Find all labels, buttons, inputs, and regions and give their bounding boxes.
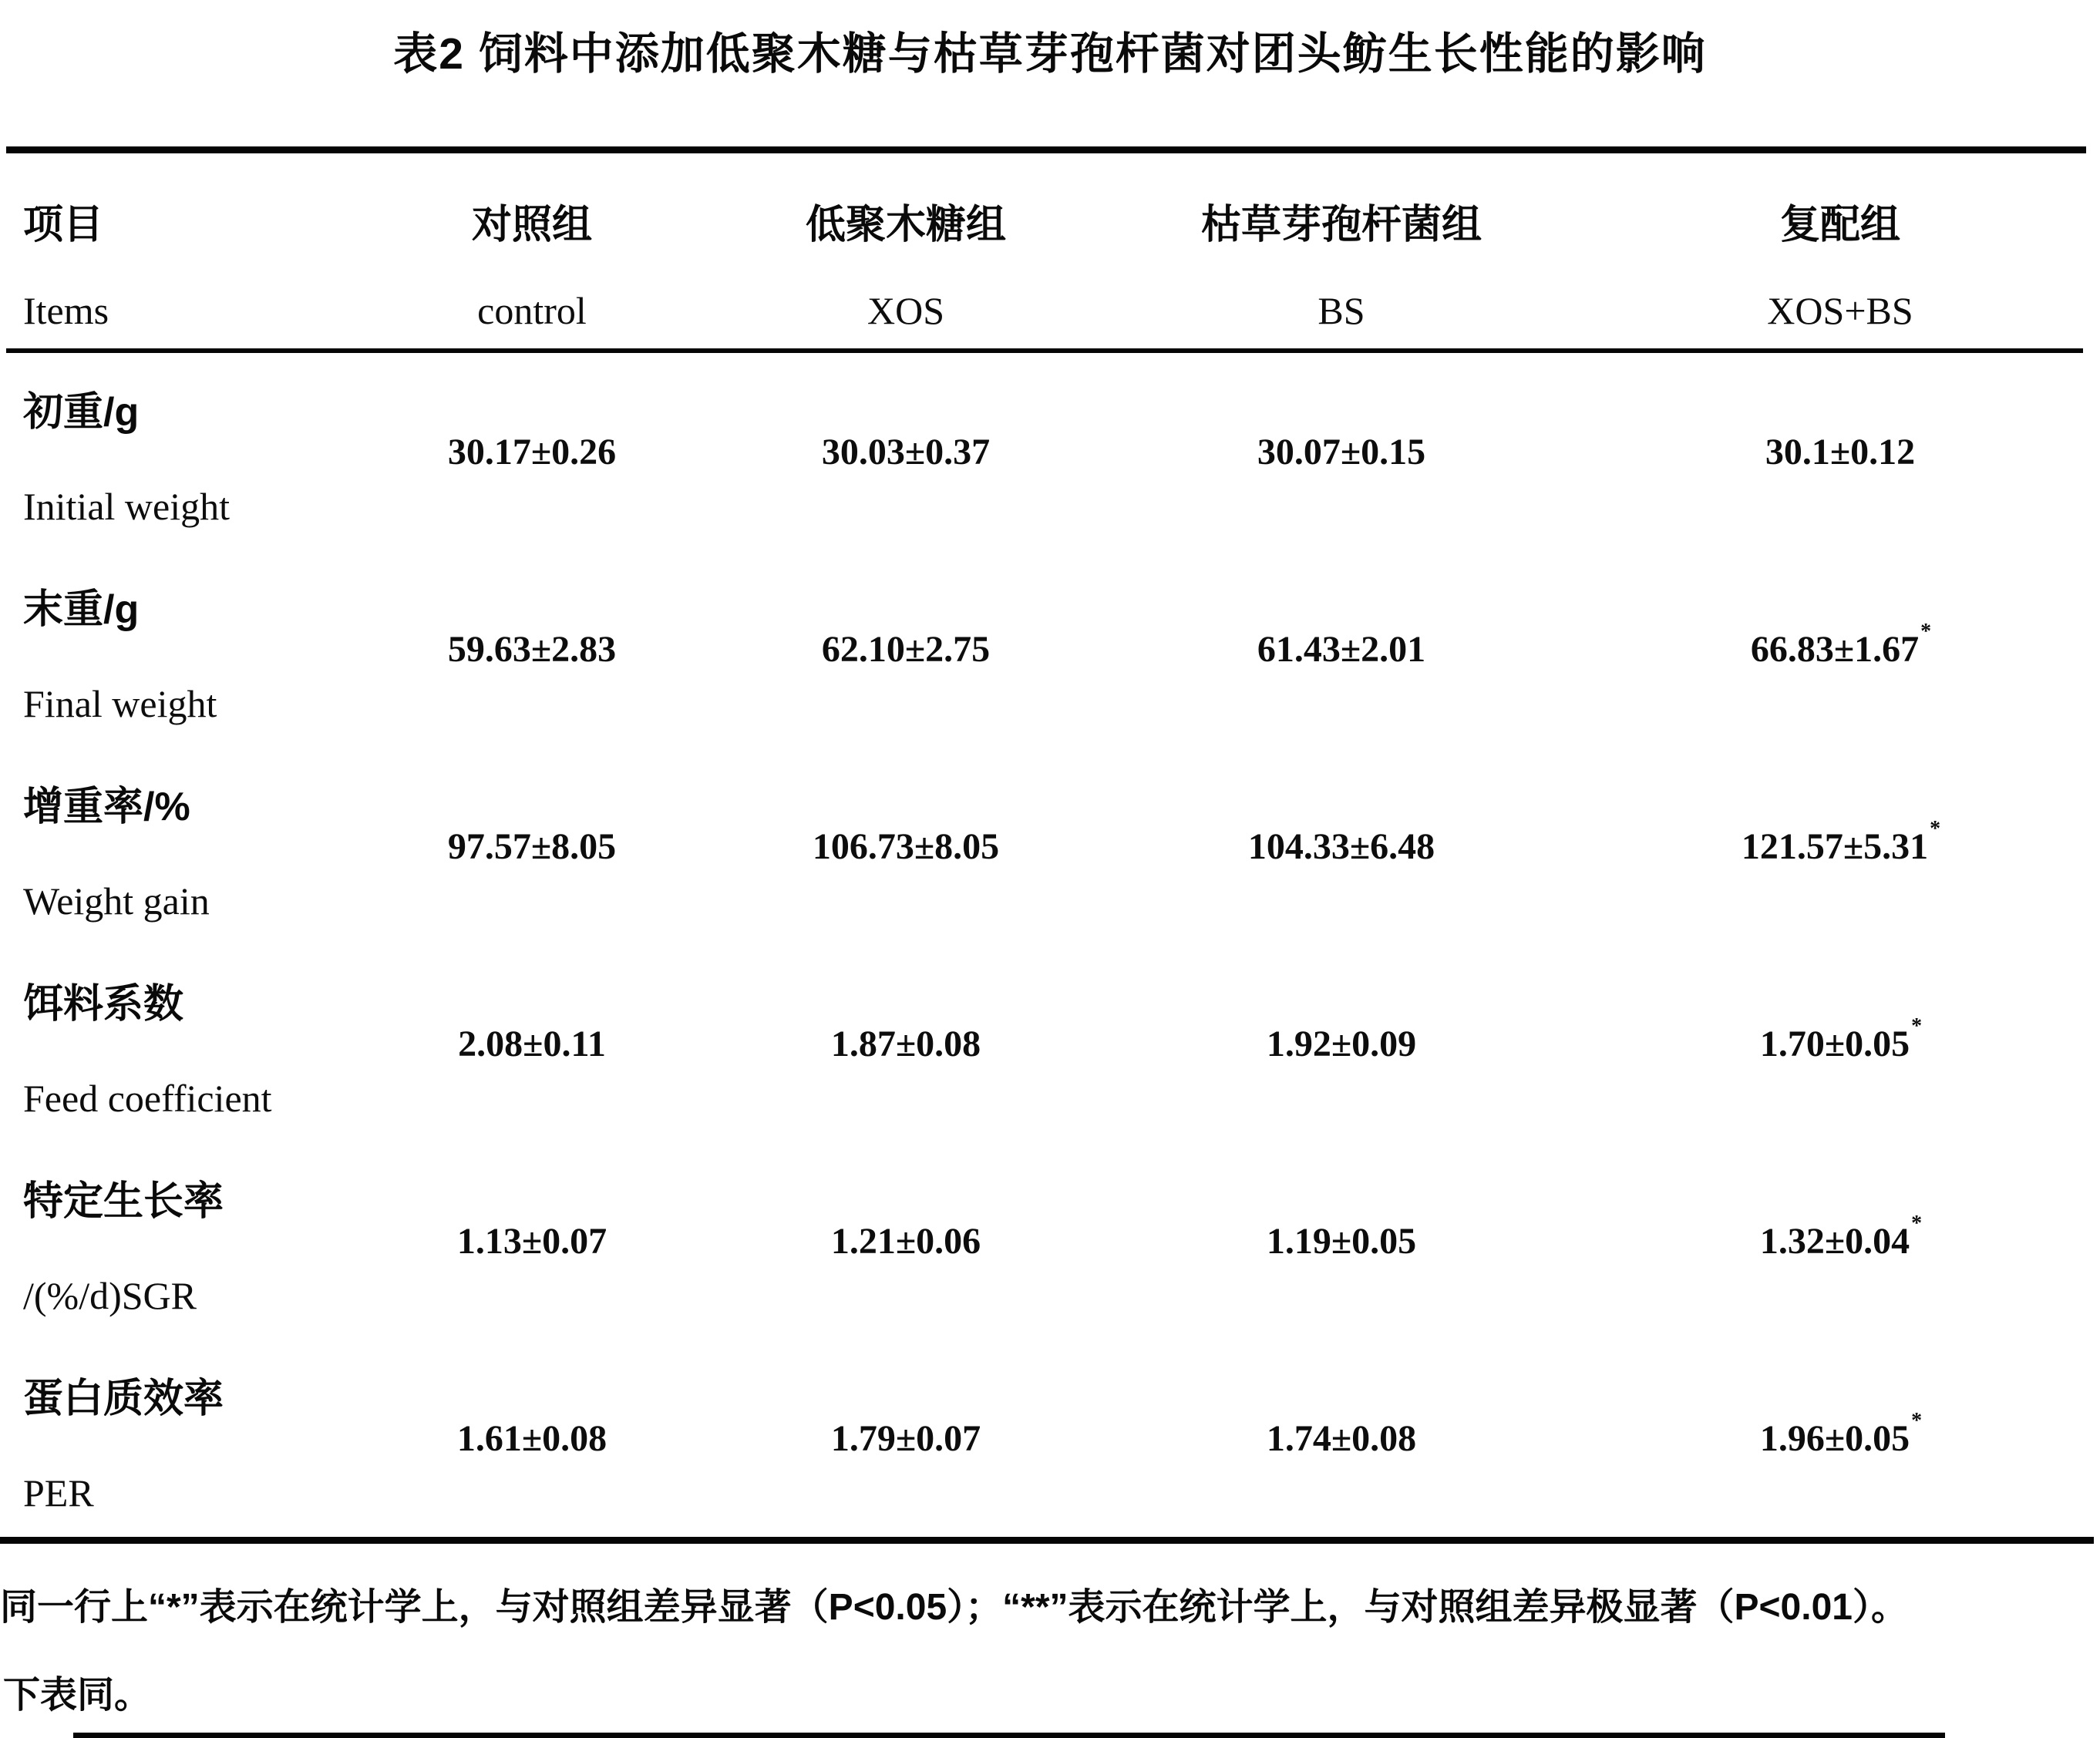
table-row xyxy=(0,748,2100,945)
value-xos xyxy=(709,748,1102,945)
header-items-zh: 项目 xyxy=(23,203,104,247)
value-control xyxy=(355,353,709,550)
value-text: 1.70±0.05 xyxy=(1759,1023,1910,1064)
header-control-en: control xyxy=(477,289,587,332)
row-label-weight-gain xyxy=(0,748,355,945)
table-body xyxy=(0,353,2100,1537)
row-label-en: Feed coefficient xyxy=(23,1077,272,1120)
value-xos xyxy=(709,550,1102,748)
value-bs xyxy=(1102,945,1580,1142)
header-xos-en: XOS xyxy=(867,289,945,332)
row-label-en: /(%/d)SGR xyxy=(23,1274,197,1317)
row-label-zh: 末重/g xyxy=(23,587,140,632)
row-label-final-weight xyxy=(0,550,355,748)
row-label-zh: 饵料系数 xyxy=(23,982,184,1027)
table-bottom-rule xyxy=(0,1537,2094,1544)
value-text: 106.73±8.05 xyxy=(812,825,1000,867)
header-cell-bs xyxy=(1102,192,1580,333)
row-label-en: PER xyxy=(23,1471,94,1514)
header-xos-zh: 低聚木糖组 xyxy=(805,203,1006,247)
value-xos xyxy=(709,945,1102,1142)
header-xosbs-en: XOS+BS xyxy=(1767,289,1913,332)
row-label-zh: 特定生长率 xyxy=(23,1179,224,1224)
value-control xyxy=(355,1340,709,1537)
value-bs xyxy=(1102,1340,1580,1537)
value-text: 30.03±0.37 xyxy=(821,431,991,472)
header-xosbs-zh: 复配组 xyxy=(1779,203,1900,247)
row-label-en: Initial weight xyxy=(23,485,230,528)
value-bs xyxy=(1102,1142,1580,1340)
row-label-per xyxy=(0,1340,355,1537)
header-cell-control xyxy=(355,192,709,333)
value-text: 30.1±0.12 xyxy=(1765,431,1916,472)
table-title: 表2 饲料中添加低聚木糖与枯草芽孢杆菌对团头鲂生长性能的影响 xyxy=(393,29,1707,79)
value-text: 66.83±1.67 xyxy=(1750,628,1920,670)
value-xosbs: 1.70±0.05 * xyxy=(1759,1014,1923,1064)
next-table-top-rule xyxy=(73,1733,1945,1738)
value-bs xyxy=(1102,748,1580,945)
value-text: 30.07±0.15 xyxy=(1257,431,1426,472)
row-label-initial-weight xyxy=(0,353,355,550)
value-text: 30.17±0.26 xyxy=(447,431,617,472)
value-xos xyxy=(709,1340,1102,1537)
value-xosbs xyxy=(1580,353,2100,550)
value-text: 1.79±0.07 xyxy=(830,1417,981,1459)
header-cell-xos xyxy=(709,192,1102,333)
value-text: 104.33±6.48 xyxy=(1247,825,1435,867)
value-xosbs: 1.32±0.04 * xyxy=(1759,1212,1923,1262)
value-text: 1.32±0.04 xyxy=(1759,1220,1910,1262)
value-text: 1.92±0.09 xyxy=(1266,1023,1417,1064)
value-control xyxy=(355,748,709,945)
value-xos xyxy=(709,353,1102,550)
table-header-row xyxy=(0,153,2100,348)
value-text: 1.19±0.05 xyxy=(1266,1220,1417,1262)
header-bs-en: BS xyxy=(1318,289,1365,332)
value-text: 1.87±0.08 xyxy=(830,1023,981,1064)
value-xosbs: 1.96±0.05 * xyxy=(1759,1409,1923,1459)
value-control xyxy=(355,945,709,1142)
value-text: 61.43±2.01 xyxy=(1257,628,1426,670)
value-xosbs: 66.83±1.67 * xyxy=(1750,620,1932,670)
row-label-en: Final weight xyxy=(23,682,217,725)
table-row xyxy=(0,1142,2100,1340)
value-control xyxy=(355,1142,709,1340)
header-items-en: Items xyxy=(23,289,109,332)
footnote-line1: 同一行上“*”表示在统计学上，与对照组差异显著（P<0.05）；“**”表示在统计学上，与对照组差异极显著（P<0.01）。 xyxy=(0,1587,1908,1628)
value-text: 62.10±2.75 xyxy=(821,628,991,670)
table-row xyxy=(0,550,2100,748)
value-bs xyxy=(1102,550,1580,748)
header-control-zh: 对照组 xyxy=(471,203,592,247)
value-xos xyxy=(709,1142,1102,1340)
footnote-line2: 下表同。 xyxy=(3,1675,152,1716)
value-text: 59.63±2.83 xyxy=(447,628,617,670)
value-text: 1.21±0.06 xyxy=(830,1220,981,1262)
row-label-sgr xyxy=(0,1142,355,1340)
row-label-zh: 蛋白质效率 xyxy=(23,1377,224,1421)
value-text: 121.57±5.31 xyxy=(1741,825,1929,867)
table-row xyxy=(0,353,2100,550)
value-text: 1.96±0.05 xyxy=(1759,1417,1910,1459)
row-label-zh: 增重率/% xyxy=(23,785,190,829)
row-label-zh: 初重/g xyxy=(23,390,140,435)
value-text: 1.74±0.08 xyxy=(1266,1417,1417,1459)
value-text: 1.61±0.08 xyxy=(456,1417,607,1459)
value-text: 2.08±0.11 xyxy=(458,1023,606,1064)
table-row xyxy=(0,945,2100,1142)
value-control xyxy=(355,550,709,748)
value-xosbs: 121.57±5.31 * xyxy=(1741,817,1941,867)
row-label-en: Weight gain xyxy=(23,879,210,923)
value-text: 97.57±8.05 xyxy=(447,825,617,867)
header-cell-items xyxy=(0,192,355,333)
value-bs xyxy=(1102,353,1580,550)
header-cell-xosbs xyxy=(1580,192,2100,333)
table-row xyxy=(0,1340,2100,1537)
table-top-rule xyxy=(6,146,2086,153)
value-text: 1.13±0.07 xyxy=(456,1220,607,1262)
row-label-feed-coefficient xyxy=(0,945,355,1142)
header-bs-zh: 枯草芽孢杆菌组 xyxy=(1200,203,1482,247)
